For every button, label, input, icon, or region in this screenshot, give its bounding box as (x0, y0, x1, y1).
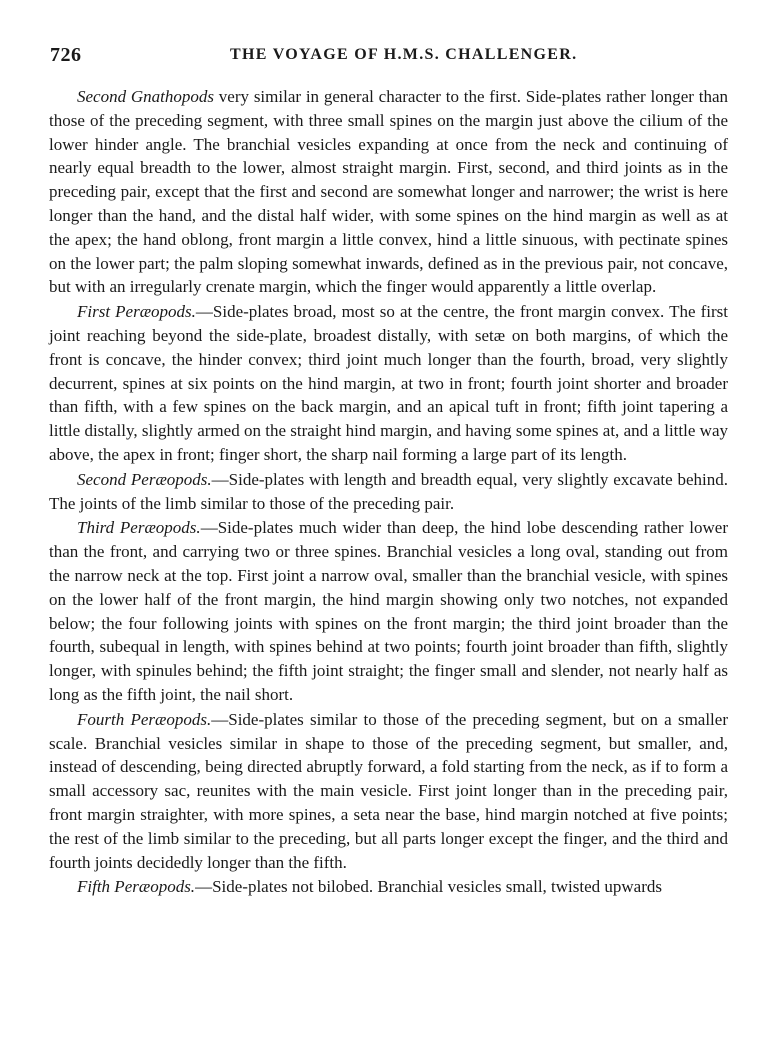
paragraph-text: —Side-plates not bilobed. Branchial vesicles small, twisted upwards (195, 877, 662, 897)
paragraph-fifth-peraeopods (49, 875, 728, 899)
paragraph-heading: First Peræopods. (77, 302, 196, 322)
running-title: THE VOYAGE OF H.M.S. CHALLENGER. (230, 46, 578, 63)
running-head (50, 44, 726, 68)
paragraph-text: —Side-plates much wider than deep, the hind lobe descending rather lower than the front, and carrying two or three spines. Branchial vesicles a long oval, standing out from the narrow neck at the top. First joint a narrow oval, smaller than the branchial vesicle, with spines on the lower half of the front margin, the hind margin showing only two notches, not expanded below; the four following joints with spines on the front margin; the third joint broader than the fourth, subequal in length, with spines behind at two points; fourth joint broader than fifth, slightly longer, with spinules behind; the fifth joint straight; the finger small and slender, not nearly half as long as the fifth joint, the nail short. (49, 518, 729, 704)
paragraph-heading: Third Peræopods. (77, 518, 201, 538)
paragraph-heading: Second Gnathopods (77, 87, 215, 106)
paragraph-text: very similar in general character to the first. Side-plates rather longer than those of the preceding segment, with three small spines on the margin just above the cilium of the lower hinder angle. The branchial vesicles expanding at once from the neck and continuing of nearly equal breadth to the lower, almost straight margin. First, second, and third joints as in the preceding pair, except that the first and second are somewhat longer and narrower; the wrist is here longer than the hand, and the distal half wider, with some spines on the hind margin as well as at the apex; the hand oblong, front margin a little convex, hind a little sinuous, with pectinate spines on the lower part; the palm sloping somewhat inwards, defined as in the previous pair, not concave, but with an irregularly crenate margin, which the finger would apparently a little overlap. (49, 87, 728, 297)
body-text (49, 85, 728, 899)
paragraph-text: —Side-plates with length and breadth equal, very slightly excavate behind. The joints of the limb similar to those of the preceding pair. (49, 469, 728, 513)
paragraph-second-peraeopods (49, 468, 728, 516)
paragraph-text: —Side-plates broad, most so at the centre, the front margin convex. The first joint reaching beyond the side-plate, broadest distally, with setæ on both margins, of which the front is concave, the hinder convex; third joint much longer than the fourth, broad, very slightly decurrent, spines at six points on the hind margin, at two in front; fourth joint shorter and broader than fifth, with a few spines on the back margin, and an apical tuft in front; fifth joint tapering a little distally, slightly armed on the straight hind margin, and having some spines at, and a little way above, the apex in front; finger short, the sharp nail forming a large part of its length. (49, 302, 728, 464)
paragraph-third-peraeopods (49, 516, 728, 706)
paragraph-heading: Fifth Peræopods. (77, 877, 196, 897)
paragraph-first-peraeopods (49, 300, 728, 467)
page-number: 726 (50, 44, 82, 66)
paragraph-heading: Fourth Peræopods. (77, 709, 212, 729)
paragraph-text: —Side-plates similar to those of the preceding segment, but on a smaller scale. Branchial vesicles similar in shape to those of the preceding segment, but smaller, and, instead of descending, being directed abruptly forward, a fold starting from the neck, as if to form a small accessory sac, reunites with the main vesicle. First joint longer than in the preceding pair, front margin straighter, with more spines, a seta near the base, hind margin notched at five points; the rest of the limb similar to the preceding, but all parts longer except the finger, and the third and fourth joints decidedly longer than the fifth. (49, 709, 728, 872)
paragraph-heading: Second Peræopods. (77, 469, 212, 489)
paragraph-second-gnathopods (49, 85, 728, 299)
paragraph-fourth-peraeopods (49, 708, 728, 875)
